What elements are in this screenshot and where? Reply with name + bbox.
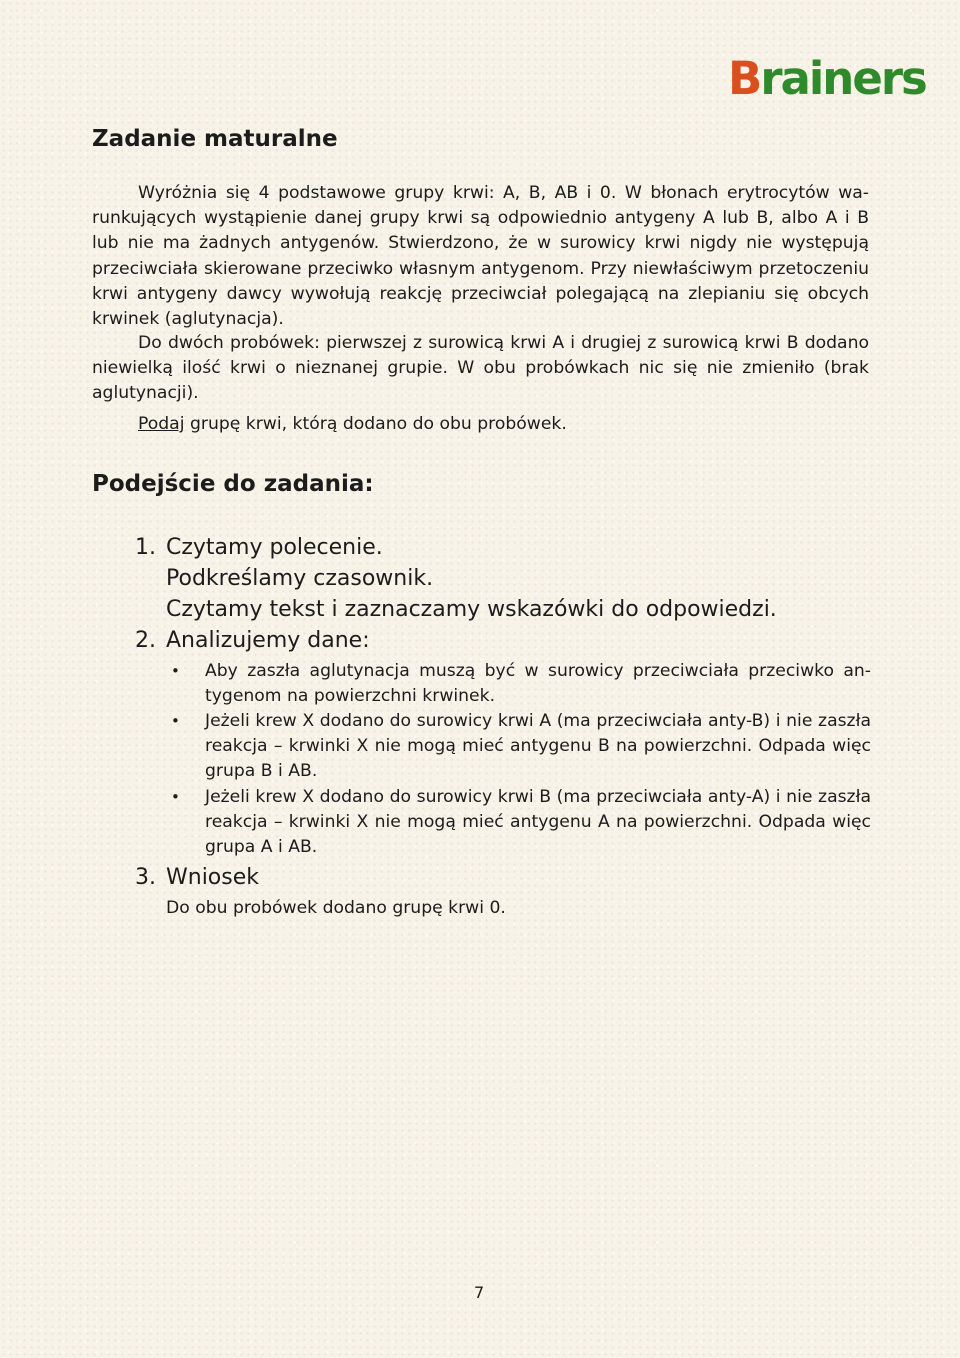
step-1-line-2: Podkreślamy czasownik. [166, 566, 434, 591]
page-number: 7 [474, 1283, 485, 1302]
question-verb: Podaj [138, 414, 185, 434]
bullet-item-3: Jeżeli krew X dodano do surowicy krwi B (ma przeciwciała anty-A) i nie zaszła reakcja – krwinki X nie mogą mieć antygenu A na powierzchni. Odpada więc grupa A i AB. [205, 787, 871, 858]
task-paragraph-1: Wyróżnia się 4 podstawowe grupy krwi: A, B, AB i 0. W błonach erytrocytów warunkujących wystąpienie danej grupy krwi są odpowiednio antygeny A lub B, albo A i B lub nie ma żadnych antygenów. Stwierdzono, że w surowicy krwi nigdy nie występują przeciwciała skierowane przeciwko własnym antygenom. Przy niewłaściwym przetoczeniu krwi antygeny dawcy wywołują reakcję przeciwciał polegającą na zlepianiu się obcych krwinek (aglutynacja). [92, 183, 869, 330]
step-number-2: 2. [135, 628, 156, 653]
bullet-marker: • [171, 788, 180, 806]
conclusion-answer: Do obu probówek dodano grupę krwi 0. [166, 898, 506, 918]
approach-title: Podejście do zadania: [92, 471, 374, 497]
bullet-marker: • [171, 662, 180, 680]
step-3-line: Wniosek [166, 865, 260, 890]
bullet-item-1: Aby zaszła aglutynacja muszą być w surowicy przeciwciała przeciwko antygenom na powierzchni krwinek. [205, 661, 871, 707]
task-question [138, 412, 567, 437]
bullet-item-2: Jeżeli krew X dodano do surowicy krwi A (ma przeciwciała anty-B) i nie zaszła reakcja – krwinki X nie mogą mieć antygenu B na powierzchni. Odpada więc grupa B i AB. [205, 711, 871, 782]
step-2-line: Analizujemy dane: [166, 628, 370, 653]
task-paragraph-2: Do dwóch probówek: pierwszej z surowicą krwi A i drugiej z surowicą krwi B dodano niewielką ilość krwi o nieznanej grupie. W obu probówkach nic się nie zmieniło (brak aglutynacji). [92, 333, 869, 404]
step-number-1: 1. [135, 535, 156, 560]
step-1-line-1: Czytamy polecenie. [166, 535, 383, 560]
page-title: Zadanie maturalne [92, 126, 338, 152]
brainers-logo: Brainers [728, 52, 926, 105]
question-text: grupę krwi, którą dodano do obu probówek. [184, 414, 567, 434]
step-number-3: 3. [135, 865, 156, 890]
bullet-marker: • [171, 712, 180, 730]
step-1-line-3: Czytamy tekst i zaznaczamy wskazówki do odpowiedzi. [166, 597, 777, 622]
